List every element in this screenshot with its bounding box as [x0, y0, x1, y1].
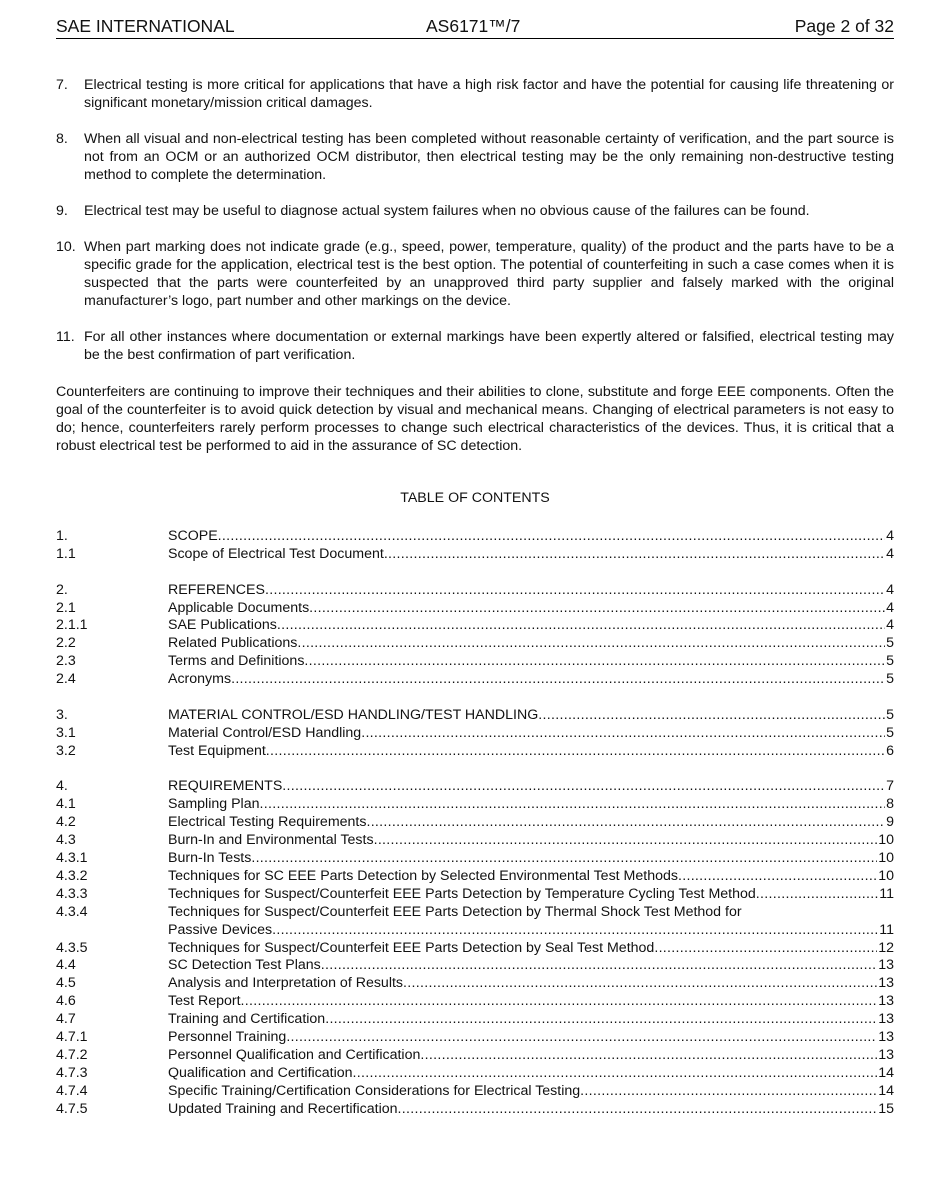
- toc-section-number: 4.4: [56, 957, 76, 974]
- toc-section-number: 4.7.5: [56, 1100, 88, 1117]
- toc-entry[interactable]: [56, 617, 894, 635]
- toc-page-number: 10: [878, 850, 894, 867]
- toc-entry-line: [168, 778, 894, 796]
- toc-section-title: Burn-In and Environmental Tests: [168, 832, 374, 849]
- toc-leader-dots: [374, 832, 878, 850]
- list-item: [56, 130, 894, 184]
- toc-page-number: 5: [886, 724, 894, 741]
- toc-section-number: 1.: [56, 528, 68, 544]
- toc-section-number: 4.1: [56, 796, 76, 813]
- toc-entry-line: [168, 743, 894, 761]
- page-header: [56, 16, 894, 39]
- toc-entry[interactable]: [56, 600, 894, 618]
- toc-page-number: 10: [878, 832, 894, 849]
- toc-entry[interactable]: [56, 635, 894, 653]
- toc-entry[interactable]: [56, 582, 894, 600]
- list-item-text: When part marking does not indicate grade (e.g., speed, power, temperature, quality) of the product and the parts have to be a specific grade for the application, electrical test is the best option. The potential of counterfeiting in such a case comes when it is suspected that the parts were counterfeited by an unapproved third party supplier and falsely marked with the original manufacturer’s logo, part number and other markings on the device.: [84, 239, 894, 309]
- list-item-number: 9.: [56, 203, 68, 219]
- toc-page-number: 13: [878, 975, 894, 992]
- toc-leader-dots: [398, 1101, 878, 1119]
- toc-page-number: 5: [886, 635, 894, 652]
- list-item-text: Electrical test may be useful to diagnose actual system failures when no obvious cause of the failures can be found.: [84, 203, 810, 219]
- toc-entry[interactable]: [56, 707, 894, 725]
- toc-entry-line: [168, 653, 894, 671]
- toc-page-number: 10: [878, 867, 894, 884]
- toc-page-number: 7: [886, 778, 894, 795]
- toc-page-number: 13: [878, 957, 894, 974]
- toc-entry-line: [168, 635, 894, 653]
- toc-entry-line: [168, 528, 894, 546]
- toc-leader-dots: [325, 1011, 877, 1029]
- toc-leader-dots: [266, 743, 885, 761]
- toc-section-number: 4.7: [56, 1011, 76, 1028]
- toc-entry-line: [168, 582, 894, 600]
- toc-section-title: Test Equipment: [168, 742, 266, 759]
- toc-heading: TABLE OF CONTENTS: [400, 490, 550, 506]
- toc-entry[interactable]: [56, 1083, 894, 1101]
- toc-section-number: 3.1: [56, 724, 76, 741]
- toc-page-number: 11: [879, 921, 894, 938]
- toc-page-number: 4: [886, 581, 894, 598]
- toc-entry[interactable]: [56, 1011, 894, 1029]
- toc-leader-dots: [282, 778, 885, 796]
- list-item-number: 10.: [56, 239, 76, 255]
- toc-leader-dots: [277, 617, 885, 635]
- toc-page-number: 13: [878, 1046, 894, 1063]
- toc-page-number: 9: [886, 814, 894, 831]
- toc-section-title: Techniques for Suspect/Counterfeit EEE Parts Detection by Temperature Cycling Test Method: [168, 885, 756, 902]
- toc-leader-dots: [756, 886, 879, 904]
- toc-section-title: SC Detection Test Plans: [168, 957, 321, 974]
- toc-page-number: 5: [886, 671, 894, 688]
- header-organization: SAE INTERNATIONAL: [56, 16, 235, 36]
- toc-spacer: [56, 761, 894, 779]
- toc-entry[interactable]: [56, 1029, 894, 1047]
- toc-entry-line: [168, 1011, 894, 1029]
- toc-entry-line-2: [168, 922, 894, 940]
- toc-page-number: 5: [886, 706, 894, 723]
- toc-entry-line: [168, 886, 894, 904]
- toc-entry-line: [168, 1083, 894, 1101]
- toc-section-title-continued: Passive Devices: [168, 921, 273, 938]
- toc-section-number: 4.7.2: [56, 1046, 88, 1063]
- toc-page-number: 14: [878, 1064, 894, 1081]
- toc-entry[interactable]: [56, 528, 894, 546]
- toc-entry[interactable]: [56, 796, 894, 814]
- toc-section-number: 4.3: [56, 832, 76, 849]
- toc-entry-line: [168, 993, 894, 1011]
- toc-section-title: Test Report: [168, 993, 241, 1010]
- toc-page-number: 14: [878, 1082, 894, 1099]
- toc-page-number: 4: [886, 528, 894, 544]
- toc-section-number: 4.7.3: [56, 1064, 88, 1081]
- toc-leader-dots: [231, 671, 885, 689]
- toc-entry[interactable]: [56, 671, 894, 689]
- toc-entry-line: [168, 546, 894, 564]
- toc-section-number: 4.2: [56, 814, 76, 831]
- toc-leader-dots: [321, 957, 877, 975]
- table-of-contents: [56, 528, 894, 1118]
- toc-entry[interactable]: [56, 868, 894, 886]
- toc-section-number: 4.3.2: [56, 867, 88, 884]
- toc-page-number: 4: [886, 617, 894, 634]
- toc-entry-line: [168, 617, 894, 635]
- toc-entry-line: [168, 957, 894, 975]
- toc-section-number: 2.4: [56, 671, 76, 688]
- toc-leader-dots: [265, 582, 885, 600]
- toc-entry-line: [168, 1101, 894, 1119]
- toc-section-number: 2.1: [56, 599, 76, 616]
- toc-section-number: 2.: [56, 581, 68, 598]
- list-item-text: When all visual and non-electrical testing has been completed without reasonable certainty of verification, and the part source is not from an OCM or an authorized OCM distributor, then electrical testing may be the only remaining non-destructive testing method to complete the determination.: [84, 131, 894, 183]
- toc-leader-dots: [366, 814, 885, 832]
- toc-entry-line: [168, 1047, 894, 1065]
- toc-section-number: 4.: [56, 778, 68, 795]
- list-item-number: 7.: [56, 77, 68, 93]
- toc-section-title: Personnel Qualification and Certification: [168, 1046, 421, 1063]
- toc-entry-line: [168, 796, 894, 814]
- toc-section-number: 1.1: [56, 545, 76, 562]
- toc-leader-dots: [286, 1029, 877, 1047]
- toc-spacer: [56, 689, 894, 707]
- toc-entry[interactable]: [56, 1047, 894, 1065]
- toc-page-number: 4: [886, 599, 894, 616]
- toc-entry-line: [168, 671, 894, 689]
- toc-entry[interactable]: [56, 850, 894, 868]
- toc-spacer: [56, 564, 894, 582]
- toc-entry[interactable]: [56, 975, 894, 993]
- toc-section-number: 3.: [56, 706, 68, 723]
- toc-entry[interactable]: [56, 546, 894, 564]
- toc-entry[interactable]: [56, 940, 894, 958]
- toc-entry[interactable]: [56, 1065, 894, 1083]
- toc-entry[interactable]: [56, 957, 894, 975]
- toc-entry[interactable]: [56, 832, 894, 850]
- toc-section-title: Updated Training and Recertification: [168, 1100, 398, 1117]
- toc-section-number: 4.6: [56, 993, 76, 1010]
- toc-section-number: 4.7.4: [56, 1082, 88, 1099]
- toc-entry[interactable]: [56, 904, 894, 940]
- toc-page-number: 13: [878, 993, 894, 1010]
- list-item-number: 11.: [56, 329, 75, 345]
- toc-leader-dots: [260, 796, 886, 814]
- toc-entry-line: [168, 904, 894, 940]
- toc-entry-line: [168, 814, 894, 832]
- toc-entry[interactable]: [56, 653, 894, 671]
- toc-section-number: 2.1.1: [56, 617, 88, 634]
- toc-section-title: Techniques for Suspect/Counterfeit EEE Parts Detection by Seal Test Method: [168, 939, 655, 956]
- toc-section-title: Analysis and Interpretation of Results: [168, 975, 404, 992]
- toc-entry-line: [168, 975, 894, 993]
- toc-leader-dots: [272, 922, 878, 940]
- toc-page-number: 5: [886, 653, 894, 670]
- toc-entry-line: [168, 1065, 894, 1083]
- toc-section-title: Sampling Plan: [168, 796, 260, 813]
- toc-entry-line: [168, 832, 894, 850]
- toc-section-number: 4.3.5: [56, 939, 88, 956]
- toc-section-title: REFERENCES: [168, 581, 265, 598]
- body-paragraph: Counterfeiters are continuing to improve their techniques and their abilities to clone, substitute and forge EEE components. Often the goal of the counterfeiter is to avoid quick detection by visual and mechanical means. Changing of electrical parameters is not easy to do; hence, counterfeiters rarely perform processes to change such electrical characteristics of the devices. Thus, it is critical that a robust electrical test be performed to aid in the assurance of SC detection.: [56, 384, 894, 454]
- toc-page-number: 13: [878, 1011, 894, 1028]
- toc-entry-line: [168, 868, 894, 886]
- toc-section-title: Training and Certification: [168, 1011, 326, 1028]
- toc-page-number: 15: [878, 1100, 894, 1117]
- toc-leader-dots: [361, 725, 885, 743]
- toc-leader-dots: [241, 993, 878, 1011]
- toc-entry-line: [168, 1029, 894, 1047]
- toc-section-title: Techniques for Suspect/Counterfeit EEE Parts Detection by Thermal Shock Test Method for: [168, 903, 742, 920]
- toc-section-number: 4.3.4: [56, 903, 88, 920]
- toc-entry-line: [168, 725, 894, 743]
- toc-entry[interactable]: [56, 993, 894, 1011]
- toc-section-title: SAE Publications: [168, 617, 277, 634]
- header-page-number: Page 2 of 32: [794, 16, 894, 36]
- toc-section-title: REQUIREMENTS: [168, 778, 283, 795]
- toc-leader-dots: [353, 1065, 878, 1083]
- toc-section-title: Electrical Testing Requirements: [168, 814, 367, 831]
- toc-entry-line: [168, 940, 894, 958]
- toc-page-number: 11: [879, 885, 894, 902]
- toc-section-number: 3.2: [56, 742, 76, 759]
- list-item-number: 8.: [56, 131, 68, 147]
- header-document-number: AS6171™/7: [426, 16, 521, 36]
- toc-section-number: 4.3.1: [56, 850, 88, 867]
- toc-section-title: Specific Training/Certification Considerations for Electrical Testing: [168, 1082, 581, 1099]
- toc-page-number: 6: [886, 742, 894, 759]
- toc-entry-line: [168, 707, 894, 725]
- list-item-text: For all other instances where documentation or external markings have been expertly altered or falsified, electrical testing may be the best confirmation of part verification.: [84, 329, 894, 363]
- list-item: [56, 328, 894, 364]
- toc-leader-dots: [304, 653, 885, 671]
- toc-entry[interactable]: [56, 886, 894, 904]
- toc-leader-dots: [654, 940, 877, 958]
- toc-page-number: 12: [878, 939, 894, 956]
- list-item-text: Electrical testing is more critical for applications that have a high risk factor and have the potential for causing life threatening or significant monetary/mission critical damages.: [84, 77, 894, 111]
- toc-entry[interactable]: [56, 1101, 894, 1119]
- toc-leader-dots: [384, 546, 885, 564]
- list-item: [56, 76, 894, 112]
- toc-section-title: Techniques for SC EEE Parts Detection by Selected Environmental Test Methods: [168, 867, 678, 884]
- toc-section-title: Related Publications: [168, 635, 298, 652]
- toc-leader-dots: [538, 707, 885, 725]
- toc-section-title: MATERIAL CONTROL/ESD HANDLING/TEST HANDLING: [168, 706, 539, 723]
- toc-entry[interactable]: [56, 725, 894, 743]
- toc-entry-line: [168, 600, 894, 618]
- toc-leader-dots: [309, 600, 885, 618]
- toc-section-title: Qualification and Certification: [168, 1064, 353, 1081]
- toc-entry[interactable]: [56, 778, 894, 796]
- toc-entry-line: [168, 850, 894, 868]
- toc-section-title: Personnel Training: [168, 1028, 287, 1045]
- list-item: [56, 202, 894, 220]
- toc-section-title: Material Control/ESD Handling: [168, 724, 362, 741]
- toc-section-number: 2.3: [56, 653, 76, 670]
- toc-section-title: Burn-In Tests: [168, 850, 252, 867]
- toc-entry[interactable]: [56, 814, 894, 832]
- toc-section-title: Scope of Electrical Test Document: [168, 545, 384, 562]
- toc-section-number: 4.3.3: [56, 885, 88, 902]
- toc-entry[interactable]: [56, 743, 894, 761]
- toc-page-number: 4: [886, 545, 894, 562]
- toc-leader-dots: [297, 635, 885, 653]
- toc-leader-dots: [678, 868, 877, 886]
- toc-leader-dots: [580, 1083, 877, 1101]
- toc-section-number: 2.2: [56, 635, 76, 652]
- toc-section-title: SCOPE: [168, 528, 218, 544]
- toc-page-number: 8: [886, 796, 894, 813]
- toc-leader-dots: [218, 528, 885, 546]
- toc-leader-dots: [403, 975, 877, 993]
- toc-section-title: Terms and Definitions: [168, 653, 305, 670]
- toc-leader-dots: [251, 850, 877, 868]
- toc-section-number: 4.7.1: [56, 1028, 88, 1045]
- toc-leader-dots: [420, 1047, 877, 1065]
- toc-section-title: Acronyms: [168, 671, 232, 688]
- toc-section-title: Applicable Documents: [168, 599, 310, 616]
- toc-section-number: 4.5: [56, 975, 76, 992]
- toc-page-number: 13: [878, 1028, 894, 1045]
- list-item: [56, 238, 894, 310]
